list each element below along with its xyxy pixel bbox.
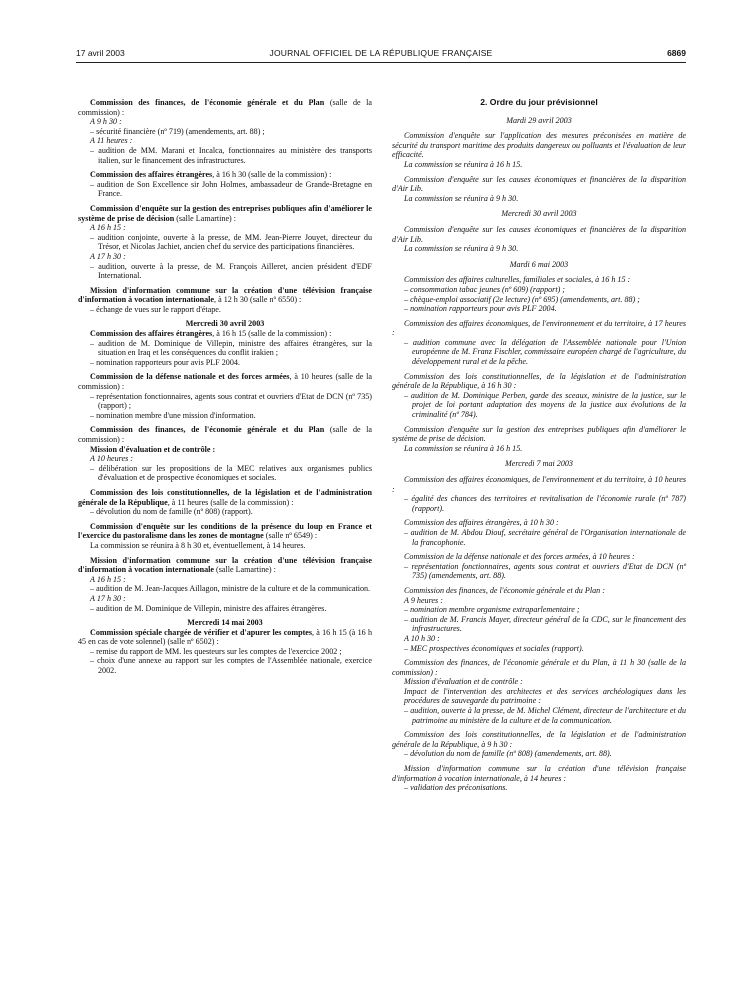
meeting-note: La commission se réunira à 8 h 30 et, éventuellement, à 14 heures. xyxy=(90,540,306,550)
agenda-bullet: – remise du rapport de MM. les questeurs sur les comptes de l'exercice 2002 ; xyxy=(90,646,342,656)
entry-title: Commission des finances, de l'économie générale et du Plan, à 11 h 30 (salle de la commission) : xyxy=(392,658,686,677)
entry-title: Commission des lois constitutionnelles, de la législation et de l'administration générale de la République, à 9 h 30 : xyxy=(392,730,686,749)
sub-heading: Mission d'évaluation et de contrôle : xyxy=(90,444,216,454)
agenda-entry xyxy=(78,286,372,315)
section-title: 2. Ordre du jour prévisionnel xyxy=(480,97,598,107)
entry-title xyxy=(78,170,372,180)
agenda-entry xyxy=(78,98,372,165)
agenda-entry xyxy=(78,425,372,483)
entry-title xyxy=(78,329,372,339)
agenda-bullet: – échange de vues sur le rapport d'étape. xyxy=(90,304,221,314)
entry-title-tail: , à 16 h 30 (salle de la commission) : xyxy=(212,170,332,180)
agenda-bullet: – nomination rapporteurs pour avis PLF 2004. xyxy=(404,304,557,314)
committee-name: Mission d'information commune sur la création d'une télévision française d'information à vocation internationale xyxy=(78,285,372,305)
entry-title: Commission de la défense nationale et des forces armées, à 10 heures : xyxy=(404,552,635,562)
meeting-note: La commission se réunira à 9 h 30. xyxy=(404,193,519,203)
entry-title-tail: , à 16 h 15 (à 16 h 45 en cas de vote solennel) (salle nº 6502) : xyxy=(78,627,372,647)
agenda-bullet: – nomination rapporteurs pour avis PLF 2004. xyxy=(90,357,240,367)
entry-title-tail: , à 12 h 30 (salle nº 6550) : xyxy=(214,295,302,305)
agenda-bullet: – représentation fonctionnaires, agents sous contrat et ouvriers d'Etat de DCN (nº 735) (rapport) ; xyxy=(90,391,372,411)
entry-title: Commission des affaires étrangères, à 10 h 30 : xyxy=(404,518,559,528)
agenda-bullet: – audition de M. Jean-Jacques Aillagon, ministre de la culture et de la communication. xyxy=(90,584,371,594)
meeting-note: La commission se réunira à 9 h 30. xyxy=(404,244,519,254)
time-label: Mission d'évaluation et de contrôle : xyxy=(404,677,523,687)
agenda-entry xyxy=(392,319,686,367)
agenda-bullet: – audition de M. Dominique de Villepin, ministre des affaires étrangères, sur la situation en Iraq et les conséquences du conflit irakien ; xyxy=(90,338,372,358)
entry-title: Commission des finances, de l'économie générale et du Plan : xyxy=(404,585,605,595)
time-label: A 9 heures : xyxy=(404,595,443,605)
day-title: Mardi 29 avril 2003 xyxy=(506,115,572,125)
agenda-bullet: – audition de M. Francis Mayer, directeur général de la CDC, sur le financement des infrastructures. xyxy=(404,614,686,634)
committee-name: Commission de la défense nationale et des forces armées xyxy=(90,372,290,382)
committee-name: Commission des affaires étrangères xyxy=(90,170,213,180)
left-intro-entries xyxy=(78,98,372,314)
agenda-bullet: – audition de M. Dominique de Villepin, ministre des affaires étrangères. xyxy=(90,603,327,613)
entry-title-tail: , à 10 heures (salle de la commission) : xyxy=(78,372,372,392)
header-rule xyxy=(76,62,686,63)
entry-title: Commission d'enquête sur les causes économiques et financières de la disparition d'Air Lib. xyxy=(392,224,686,244)
agenda-entry xyxy=(78,628,372,676)
time-label: Impact de l'intervention des architectes et des services archéologiques dans les procédures de sauvegarde du patrimoine : xyxy=(404,686,686,706)
entry-title xyxy=(78,488,372,507)
entry-title: Commission des lois constitutionnelles, de la législation et de l'administration générale de la République, à 16 h 30 : xyxy=(392,371,686,391)
agenda-bullet: – délibération sur les propositions de la MEC relatives aux organismes publics d'évaluation et de prospective économiques et sociales. xyxy=(90,463,372,483)
agenda-bullet: – dévolution du nom de famille (nº 808) (rapport). xyxy=(90,507,253,517)
agenda-bullet: – dévolution du nom de famille (nº 808) (amendements, art. 88). xyxy=(404,749,612,759)
agenda-entry xyxy=(392,764,686,793)
entry-title-tail: , à 16 h 15 (salle de la commission) : xyxy=(212,329,332,339)
meeting-note: La commission se réunira à 16 h 15. xyxy=(404,159,523,169)
agenda-bullet: – audition de M. Dominique Perben, garde des sceaux, ministre de la justice, sur le projet de loi portant adaptation des moyens de la justice aux évolutions de la criminalité (nº 784). xyxy=(404,390,686,420)
committee-name: Mission d'information commune sur la création d'une télévision française d'information à vocation internationale xyxy=(78,555,372,575)
agenda-bullet: – nomination membre d'une mission d'information. xyxy=(90,410,256,420)
entry-title: Commission des affaires économiques, de l'environnement et du territoire, à 17 heures : xyxy=(392,318,686,338)
agenda-entry xyxy=(392,658,686,725)
agenda-bullet: – consommation tabac jeunes (nº 609) (rapport) ; xyxy=(404,284,565,294)
entry-title: Commission des affaires culturelles, familiales et sociales, à 16 h 15 : xyxy=(404,275,631,285)
entry-title: Commission d'enquête sur la gestion des entreprises publiques afin d'améliorer le système de prise de décision. xyxy=(392,424,686,444)
entry-title: Commission des affaires économiques, de l'environnement et du territoire, à 10 heures : xyxy=(392,475,686,494)
agenda-entry xyxy=(392,518,686,547)
page-header xyxy=(76,48,686,62)
entry-title-tail: (salle Lamartine) : xyxy=(174,213,237,223)
entry-title: Commission d'enquête sur l'application des mesures préconisées en matière de sécurité du transport maritime des produits dangereux ou polluants et l'évaluation de leur efficacité. xyxy=(392,131,686,160)
left-column xyxy=(78,98,372,681)
committee-name: Commission des finances, de l'économie générale et du Plan xyxy=(90,98,325,107)
day-title: Mercredi 30 avril 2003 xyxy=(501,209,577,219)
time-label: A 10 h 30 : xyxy=(404,633,440,643)
agenda-bullet: – représentation fonctionnaires, agents sous contrat et ouvriers d'Etat de DCN (nº 735) (amendements, art. 88). xyxy=(404,561,686,581)
agenda-bullet: – chèque-emploi associatif (2e lecture) (nº 695) (amendements, art. 88) ; xyxy=(404,294,640,304)
day-title: Mercredi 7 mai 2003 xyxy=(505,459,573,469)
agenda-entry xyxy=(392,730,686,759)
committee-name: Commission d'enquête sur la gestion des entreprises publiques afin d'améliorer le système de prise de décision xyxy=(78,203,372,223)
entry-title xyxy=(78,556,372,575)
committee-name: Commission des lois constitutionnelles, de la législation et de l'administration générale de la République xyxy=(78,487,372,507)
entry-title xyxy=(78,286,372,305)
time-label: A 10 heures : xyxy=(90,454,133,464)
agenda-bullet: – audition de MM. Marani et Incalca, fonctionnaires au ministère des transports italien, sur le financement des infrastructures. xyxy=(90,145,372,165)
agenda-entry xyxy=(392,275,686,313)
agenda-entry xyxy=(78,372,372,420)
agenda-entry xyxy=(78,329,372,367)
committee-name: Commission des finances, de l'économie générale et du Plan xyxy=(90,425,325,435)
agenda-entry xyxy=(392,425,686,454)
agenda-bullet: – validation des préconisations. xyxy=(404,783,508,793)
entry-title-tail: , à 11 heures (salle de la commission) : xyxy=(167,497,294,507)
entry-title: Mission d'information commune sur la création d'une télévision française d'information à vocation internationale, à 14 heures : xyxy=(392,764,686,783)
committee-name: Commission d'enquête sur les conditions de la présence du loup en France et l'exercice du pastoralisme dans les zones de montagne xyxy=(78,521,372,541)
time-label: A 11 heures : xyxy=(90,136,133,146)
agenda-entry xyxy=(78,556,372,614)
agenda-entry xyxy=(78,488,372,517)
header-date: 17 avril 2003 xyxy=(76,48,125,58)
agenda-entry xyxy=(392,225,686,254)
day-title: Mardi 6 mai 2003 xyxy=(509,259,569,269)
entry-title xyxy=(78,98,372,117)
entry-title-tail: (salle de la commission) : xyxy=(78,98,373,117)
time-label: A 9 h 30 : xyxy=(90,117,122,127)
agenda-entry xyxy=(392,131,686,169)
agenda-entry xyxy=(392,175,686,204)
entry-title-tail: (salle Lamartine) : xyxy=(214,565,276,575)
meeting-note: La commission se réunira à 16 h 15. xyxy=(404,443,523,453)
agenda-entry xyxy=(392,586,686,653)
agenda-entry xyxy=(392,475,686,513)
time-label: A 17 h 30 : xyxy=(90,251,126,261)
entry-title-tail: (salle de la commission) : xyxy=(78,425,373,444)
day-title: Mercredi 14 mai 2003 xyxy=(187,618,263,628)
time-label: A 16 h 15 : xyxy=(90,574,126,584)
time-label: A 17 h 30 : xyxy=(90,593,126,603)
agenda-bullet: – audition de M. Abdou Diouf, secrétaire général de l'Organisation internationale de la francophonie. xyxy=(404,527,686,547)
agenda-bullet: – audition de Son Excellence sir John Holmes, ambassadeur de Grande-Bretagne en France. xyxy=(90,179,372,199)
agenda-bullet: – nomination membre organisme extraparlementaire ; xyxy=(404,605,580,615)
agenda-entry xyxy=(392,552,686,581)
entry-title xyxy=(78,372,372,391)
agenda-entry xyxy=(78,204,372,281)
agenda-bullet: – audition commune avec la délégation de l'Assemblée nationale pour l'Union européenne de M. Franz Fischler, commissaire européen chargé de l'agriculture, du développement rural et de la pêche. xyxy=(404,337,686,367)
entry-title-tail: (salle nº 6549) : xyxy=(263,531,318,541)
entry-title xyxy=(78,628,372,647)
right-day-list xyxy=(392,116,686,793)
agenda-bullet: – sécurité financière (nº 719) (amendements, art. 88) ; xyxy=(90,126,265,136)
entry-title xyxy=(78,425,372,444)
agenda-entry xyxy=(392,372,686,420)
header-title: JOURNAL OFFICIEL DE LA RÉPUBLIQUE FRANÇAISE xyxy=(269,48,493,58)
agenda-bullet: – égalité des chances des territoires et revitalisation de l'économie rurale (nº 787) (rapport). xyxy=(404,494,686,513)
entry-title: Commission d'enquête sur les causes économiques et financières de la disparition d'Air Lib. xyxy=(392,174,686,194)
agenda-bullet: – MEC prospectives économiques et sociales (rapport). xyxy=(404,643,584,653)
agenda-bullet: – audition, ouverte à la presse, de M. François Ailleret, ancien président d'EDF International. xyxy=(90,261,372,281)
committee-name: Commission spéciale chargée de vérifier et d'apurer les comptes xyxy=(90,627,313,637)
entry-title xyxy=(78,204,372,223)
left-day1-entries xyxy=(78,329,372,613)
agenda-bullet: – choix d'une annexe au rapport sur les comptes de l'Assemblée nationale, exercice 2002. xyxy=(90,656,372,676)
agenda-entry xyxy=(78,522,372,551)
left-day2-entries xyxy=(78,628,372,676)
right-column xyxy=(392,98,686,798)
day-title: Mercredi 30 avril 2003 xyxy=(185,319,265,329)
agenda-bullet: – audition conjointe, ouverte à la presse, de MM. Jean-Pierre Jouyet, directeur du Trésor, et Nicolas Jachiet, ancien chef du service des participations financières. xyxy=(90,232,372,252)
header-page-number: 6869 xyxy=(667,48,686,58)
committee-name: Commission des affaires étrangères xyxy=(90,329,213,339)
agenda-entry xyxy=(78,170,372,199)
time-label: A 16 h 15 : xyxy=(90,223,126,233)
entry-title xyxy=(78,522,372,541)
agenda-bullet: – audition, ouverte à la presse, de M. Michel Clément, directeur de l'architecture et du patrimoine au ministère de la culture et de la communication. xyxy=(404,706,686,725)
